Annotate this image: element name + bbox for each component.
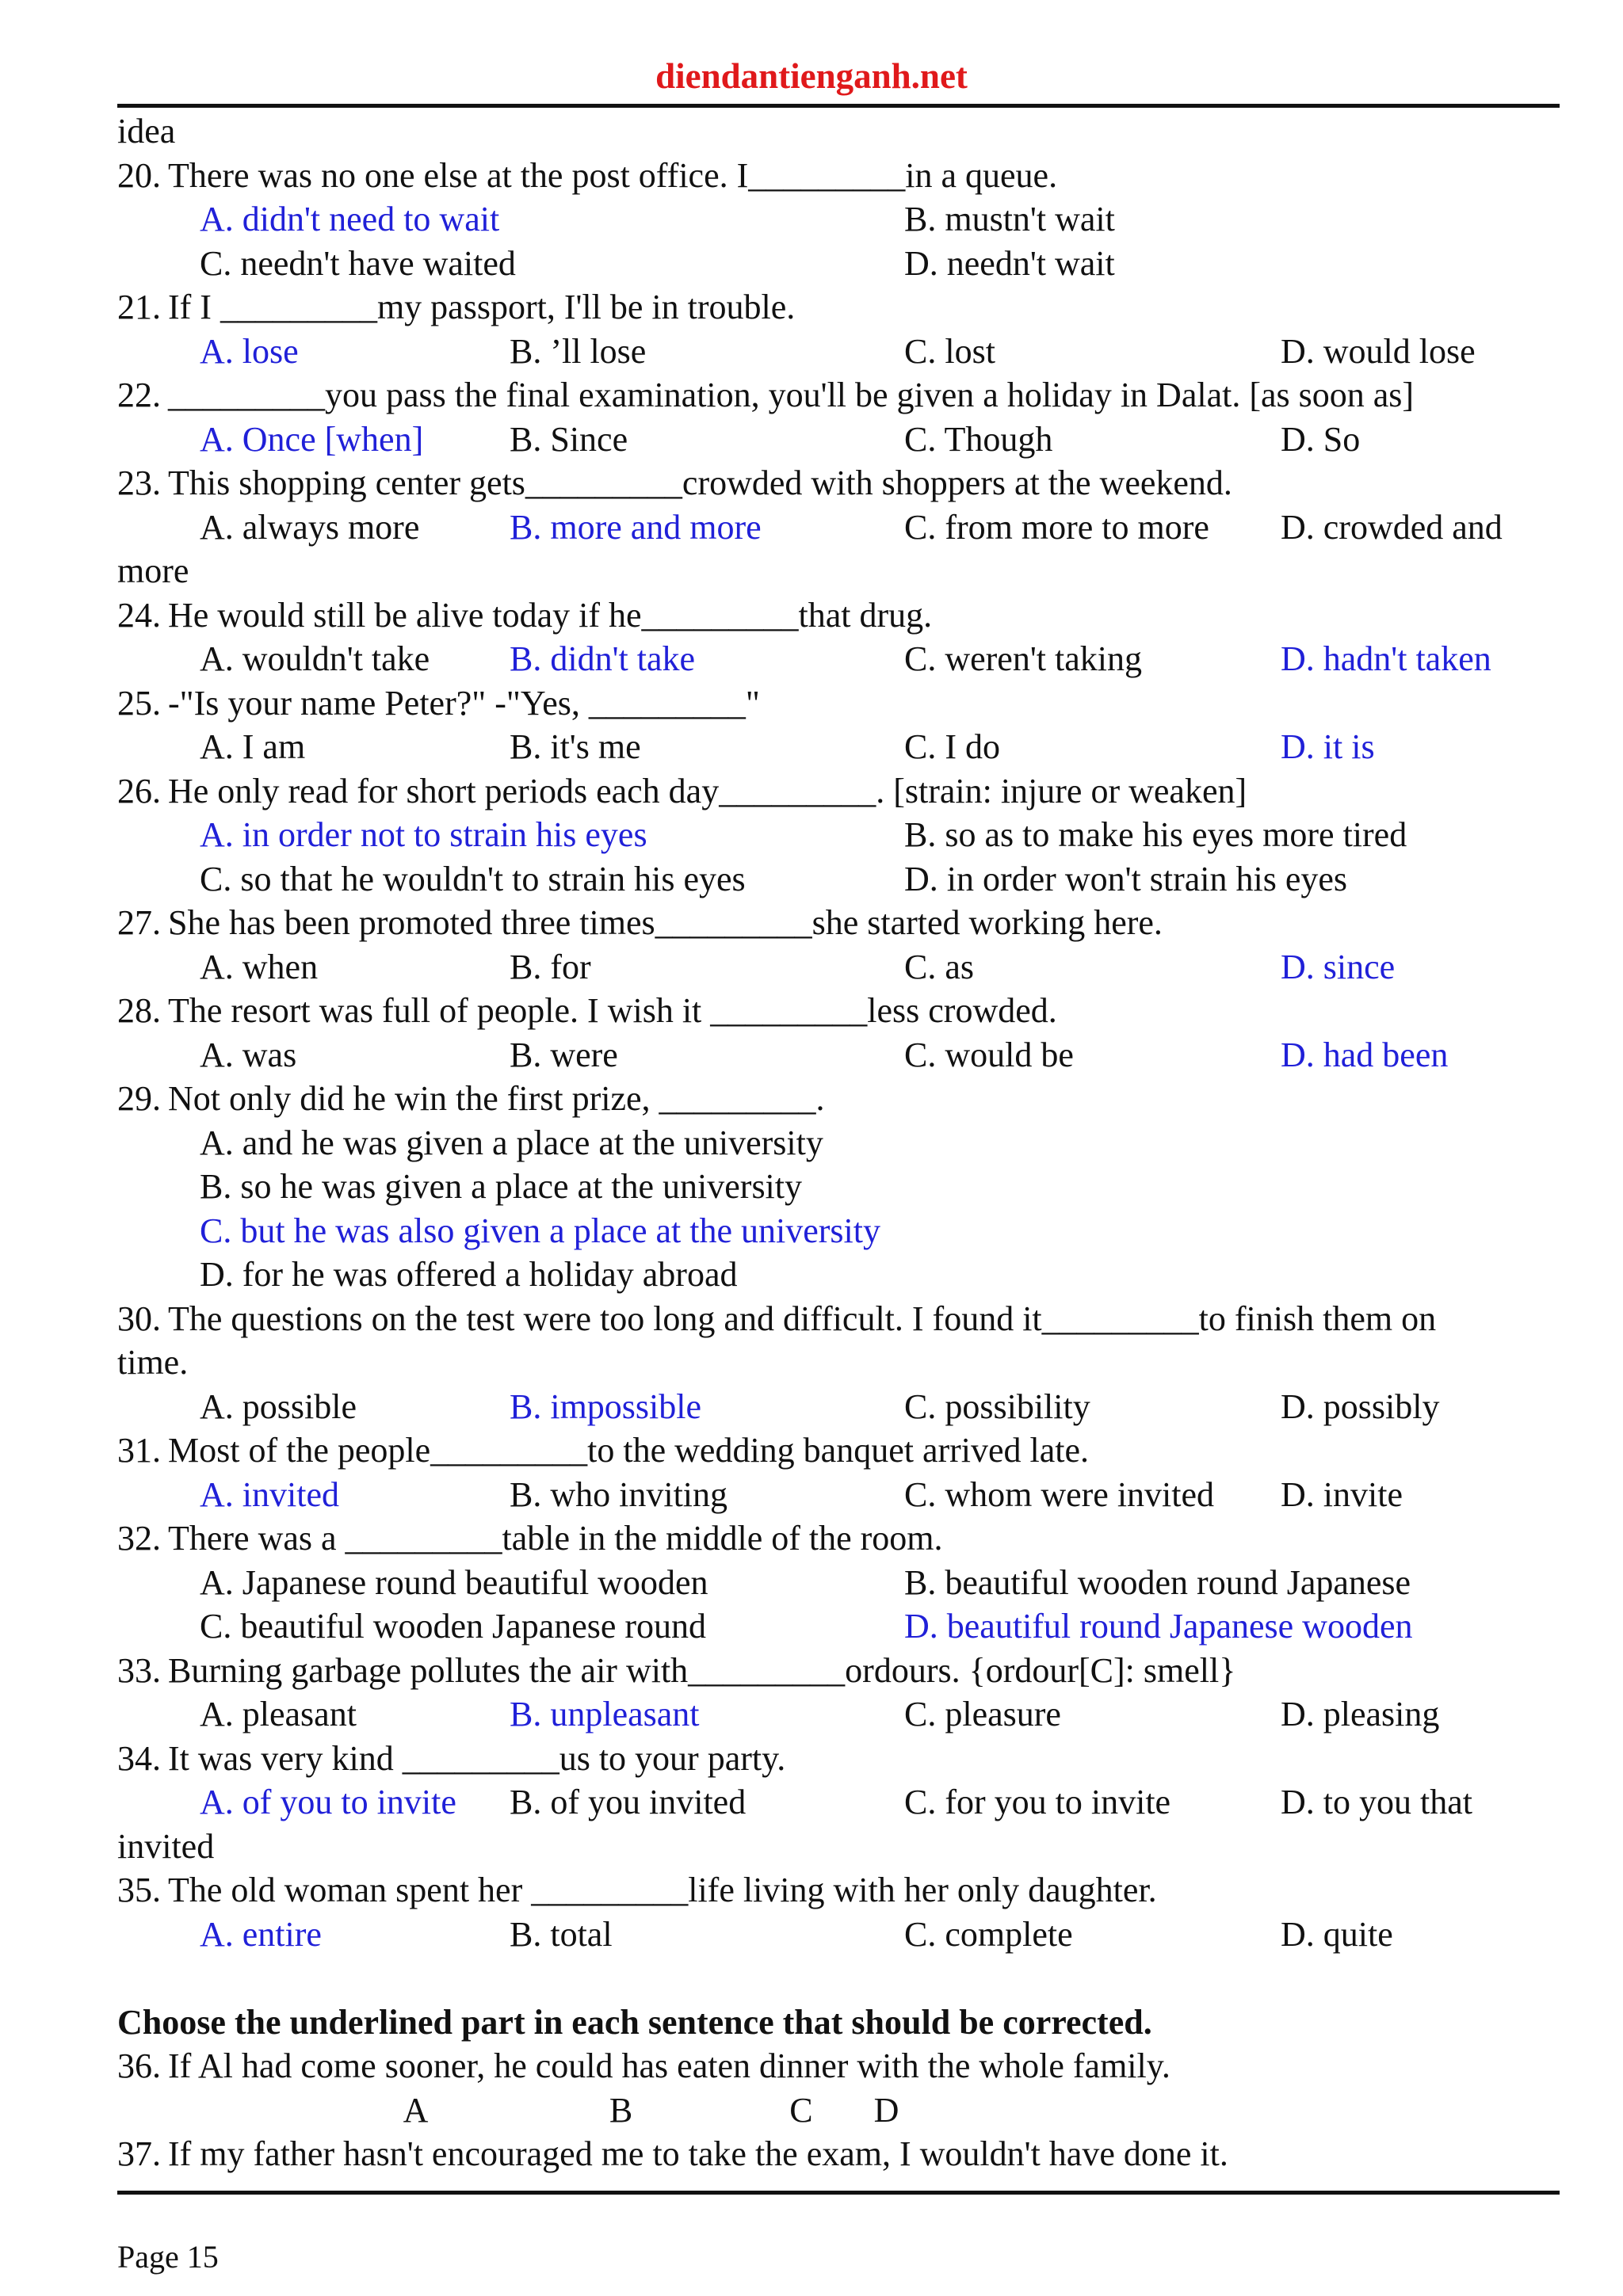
question-number: 25. (117, 683, 161, 723)
text-line (117, 1825, 1560, 1869)
answer-option: A. was (200, 1035, 297, 1074)
question-line (117, 1516, 1560, 1561)
question-text: time. (117, 1343, 189, 1382)
answer-options (117, 330, 1560, 374)
answer-option: D. had been (1281, 1035, 1449, 1074)
question-line (117, 461, 1560, 505)
footer-rule (117, 2191, 1560, 2195)
answer-option: D. So (1281, 419, 1361, 459)
answer-option: B. of you invited (510, 1783, 747, 1821)
text-line (117, 1341, 1560, 1385)
question-line (117, 1077, 1560, 1121)
question-line (117, 154, 1560, 198)
answer-option: D. in order won't strain his eyes (904, 859, 1348, 898)
question-text: He only read for short periods each day_________. [strain: injure or weaken] (168, 771, 1247, 810)
question-number: 20. (117, 155, 161, 195)
question-text: A B C D (117, 2090, 899, 2130)
answer-options (117, 242, 1560, 286)
question-text: Burning garbage pollutes the air with_________ordours. {ordour[C]: smell} (168, 1650, 1236, 1690)
answer-option: B. so as to make his eyes more tired (904, 815, 1407, 854)
question-number: 33. (117, 1650, 161, 1690)
answer-option: B. mustn't wait (904, 200, 1115, 238)
answer-option: A. invited (200, 1474, 339, 1514)
answer-option: C. needn't have waited (200, 243, 516, 283)
question-text: If my father hasn't encouraged me to take the exam, I wouldn't have done it. (168, 2134, 1228, 2173)
question-number: 34. (117, 1738, 161, 1778)
answer-option: D. pleasing (1281, 1695, 1440, 1733)
answer-options (117, 725, 1560, 769)
document-body (117, 109, 1560, 2176)
question-line (117, 373, 1560, 418)
answer-options (117, 1385, 1560, 1429)
question-text: idea (117, 112, 176, 151)
answer-options (117, 1780, 1560, 1825)
question-text: The old woman spent her _________life living with her only daughter. (168, 1871, 1157, 1909)
question-line (117, 2132, 1560, 2176)
question-text: The questions on the test were too long and difficult. I found it_________to finish them on (168, 1299, 1437, 1338)
question-line (117, 285, 1560, 330)
answer-option: D. invite (1281, 1474, 1403, 1514)
answer-option: A. Japanese round beautiful wooden (200, 1562, 708, 1602)
question-text: more (117, 551, 189, 590)
answer-options (117, 1033, 1560, 1077)
answer-option: D. crowded and (1281, 507, 1503, 547)
answer-option: D. to you that (1281, 1783, 1472, 1821)
answer-option: C. beautiful wooden Japanese round (200, 1607, 707, 1646)
question-text: _________you pass the final examination, you'll be given a holiday in Dalat. [as soon as] (168, 376, 1415, 414)
answer-option: C. possibility (904, 1386, 1090, 1426)
text-line (117, 549, 1560, 593)
question-line (117, 2044, 1560, 2088)
answer-options (117, 857, 1560, 902)
answer-option: A. always more (200, 507, 420, 547)
question-number: 21. (117, 288, 161, 326)
question-text: This shopping center gets_________crowded with shoppers at the weekend. (168, 463, 1232, 502)
answer-options (117, 813, 1560, 857)
site-header: diendantienganh.net (655, 56, 968, 96)
question-number: 37. (117, 2134, 161, 2173)
question-number: 29. (117, 1079, 161, 1118)
answer-option: A. I am (200, 727, 306, 766)
answer-option: A. lose (200, 331, 299, 371)
answer-options (117, 1692, 1560, 1737)
question-line (117, 989, 1560, 1033)
question-number: 24. (117, 595, 161, 635)
answer-option: D. beautiful round Japanese wooden (904, 1607, 1413, 1646)
answer-option: D. for he was offered a holiday abroad (200, 1255, 738, 1294)
question-text: invited (117, 1826, 215, 1866)
answer-option: C. would be (904, 1035, 1074, 1074)
question-number: 30. (117, 1299, 161, 1338)
question-text: Choose the underlined part in each sentence that should be corrected. (117, 2002, 1152, 2042)
answer-option: B. unpleasant (510, 1695, 700, 1733)
answer-option: D. hadn't taken (1281, 639, 1491, 678)
question-number: 23. (117, 463, 161, 502)
question-text: If I _________my passport, I'll be in trouble. (168, 288, 796, 326)
answer-option: C. but he was also given a place at the university (200, 1211, 880, 1250)
answer-option: A. wouldn't take (200, 639, 430, 678)
answer-options (117, 637, 1560, 681)
text-line (117, 1956, 1560, 2000)
question-number: 22. (117, 376, 161, 414)
answer-options (117, 505, 1560, 550)
question-number: 32. (117, 1519, 161, 1558)
answer-options (117, 1604, 1560, 1649)
text-line (117, 2088, 1560, 2133)
answer-option: A. of you to invite (200, 1783, 456, 1821)
answer-option: C. for you to invite (904, 1783, 1171, 1821)
answer-option: C. pleasure (904, 1695, 1061, 1733)
question-number: 27. (117, 903, 161, 942)
question-text: Most of the people_________to the wedding banquet arrived late. (168, 1431, 1090, 1470)
question-number: 31. (117, 1431, 161, 1470)
question-text: There was no one else at the post office. I_________in a queue. (168, 155, 1058, 195)
question-number: 28. (117, 991, 161, 1030)
answer-option: B. Since (510, 419, 628, 459)
answer-option: A. Once [when] (200, 419, 424, 459)
answer-option: C. weren't taking (904, 639, 1142, 678)
answer-option: A. in order not to strain his eyes (200, 815, 647, 854)
question-line (117, 901, 1560, 945)
text-line (117, 2000, 1560, 2045)
answer-options (117, 1165, 1560, 1209)
answer-option: A. when (200, 947, 319, 986)
answer-option: B. total (510, 1914, 613, 1954)
answer-option: D. would lose (1281, 331, 1476, 371)
answer-option: A. pleasant (200, 1695, 357, 1733)
answer-option: B. didn't take (510, 639, 696, 678)
answer-option: B. for (510, 947, 591, 986)
answer-options (117, 1253, 1560, 1297)
answer-option: B. so he was given a place at the university (200, 1167, 803, 1206)
question-line (117, 1428, 1560, 1473)
answer-options (117, 1913, 1560, 1957)
answer-option: C. as (904, 947, 974, 986)
answer-options (117, 418, 1560, 462)
answer-option: B. ’ll lose (510, 331, 647, 371)
answer-option: B. beautiful wooden round Japanese (904, 1562, 1411, 1602)
answer-option: C. I do (904, 727, 1000, 766)
answer-option: D. it is (1281, 727, 1375, 766)
answer-option: D. possibly (1281, 1386, 1440, 1426)
answer-option: B. more and more (510, 507, 762, 547)
question-line (117, 1297, 1560, 1341)
answer-option: C. Though (904, 419, 1053, 459)
question-number: 35. (117, 1871, 161, 1909)
answer-options (117, 1121, 1560, 1165)
answer-option: C. from more to more (904, 507, 1209, 547)
answer-option: C. lost (904, 331, 995, 371)
answer-option: A. entire (200, 1914, 322, 1954)
answer-option: B. were (510, 1035, 618, 1074)
page-number: Page 15 (117, 2239, 219, 2275)
answer-option: A. possible (200, 1386, 357, 1426)
header-rule (117, 104, 1560, 108)
question-line (117, 1868, 1560, 1913)
answer-option: B. who inviting (510, 1474, 728, 1514)
answer-options (117, 945, 1560, 990)
answer-option: C. whom were invited (904, 1474, 1215, 1514)
answer-options (117, 197, 1560, 242)
question-line (117, 593, 1560, 638)
question-number: 26. (117, 771, 161, 810)
text-line (117, 109, 1560, 154)
question-line (117, 1737, 1560, 1781)
question-line (117, 681, 1560, 726)
question-text: Not only did he win the first prize, _________. (168, 1079, 825, 1118)
answer-option: D. since (1281, 947, 1396, 986)
answer-option: C. so that he wouldn't to strain his eyes (200, 859, 746, 898)
question-text: It was very kind _________us to your party. (168, 1738, 786, 1778)
answer-option: B. impossible (510, 1386, 702, 1426)
question-text: He would still be alive today if he_________that drug. (168, 595, 933, 635)
question-text: She has been promoted three times_________she started working here. (168, 903, 1163, 942)
answer-options (117, 1473, 1560, 1517)
question-text: -"Is your name Peter?" -"Yes, _________" (168, 683, 760, 723)
question-line (117, 1649, 1560, 1693)
answer-option: A. didn't need to wait (200, 200, 500, 238)
question-line (117, 769, 1560, 814)
answer-option: A. and he was given a place at the university (200, 1123, 823, 1162)
answer-option: C. complete (904, 1914, 1073, 1954)
answer-option: D. needn't wait (904, 243, 1115, 283)
answer-options (117, 1209, 1560, 1253)
answer-options (117, 1561, 1560, 1605)
question-text: The resort was full of people. I wish it _________less crowded. (168, 991, 1057, 1030)
question-number: 36. (117, 2046, 161, 2085)
answer-option: B. it's me (510, 727, 641, 766)
question-text: If Al had come sooner, he could has eaten dinner with the whole family. (168, 2046, 1170, 2085)
question-text: There was a _________table in the middle of the room. (168, 1519, 943, 1558)
answer-option: D. quite (1281, 1914, 1393, 1954)
